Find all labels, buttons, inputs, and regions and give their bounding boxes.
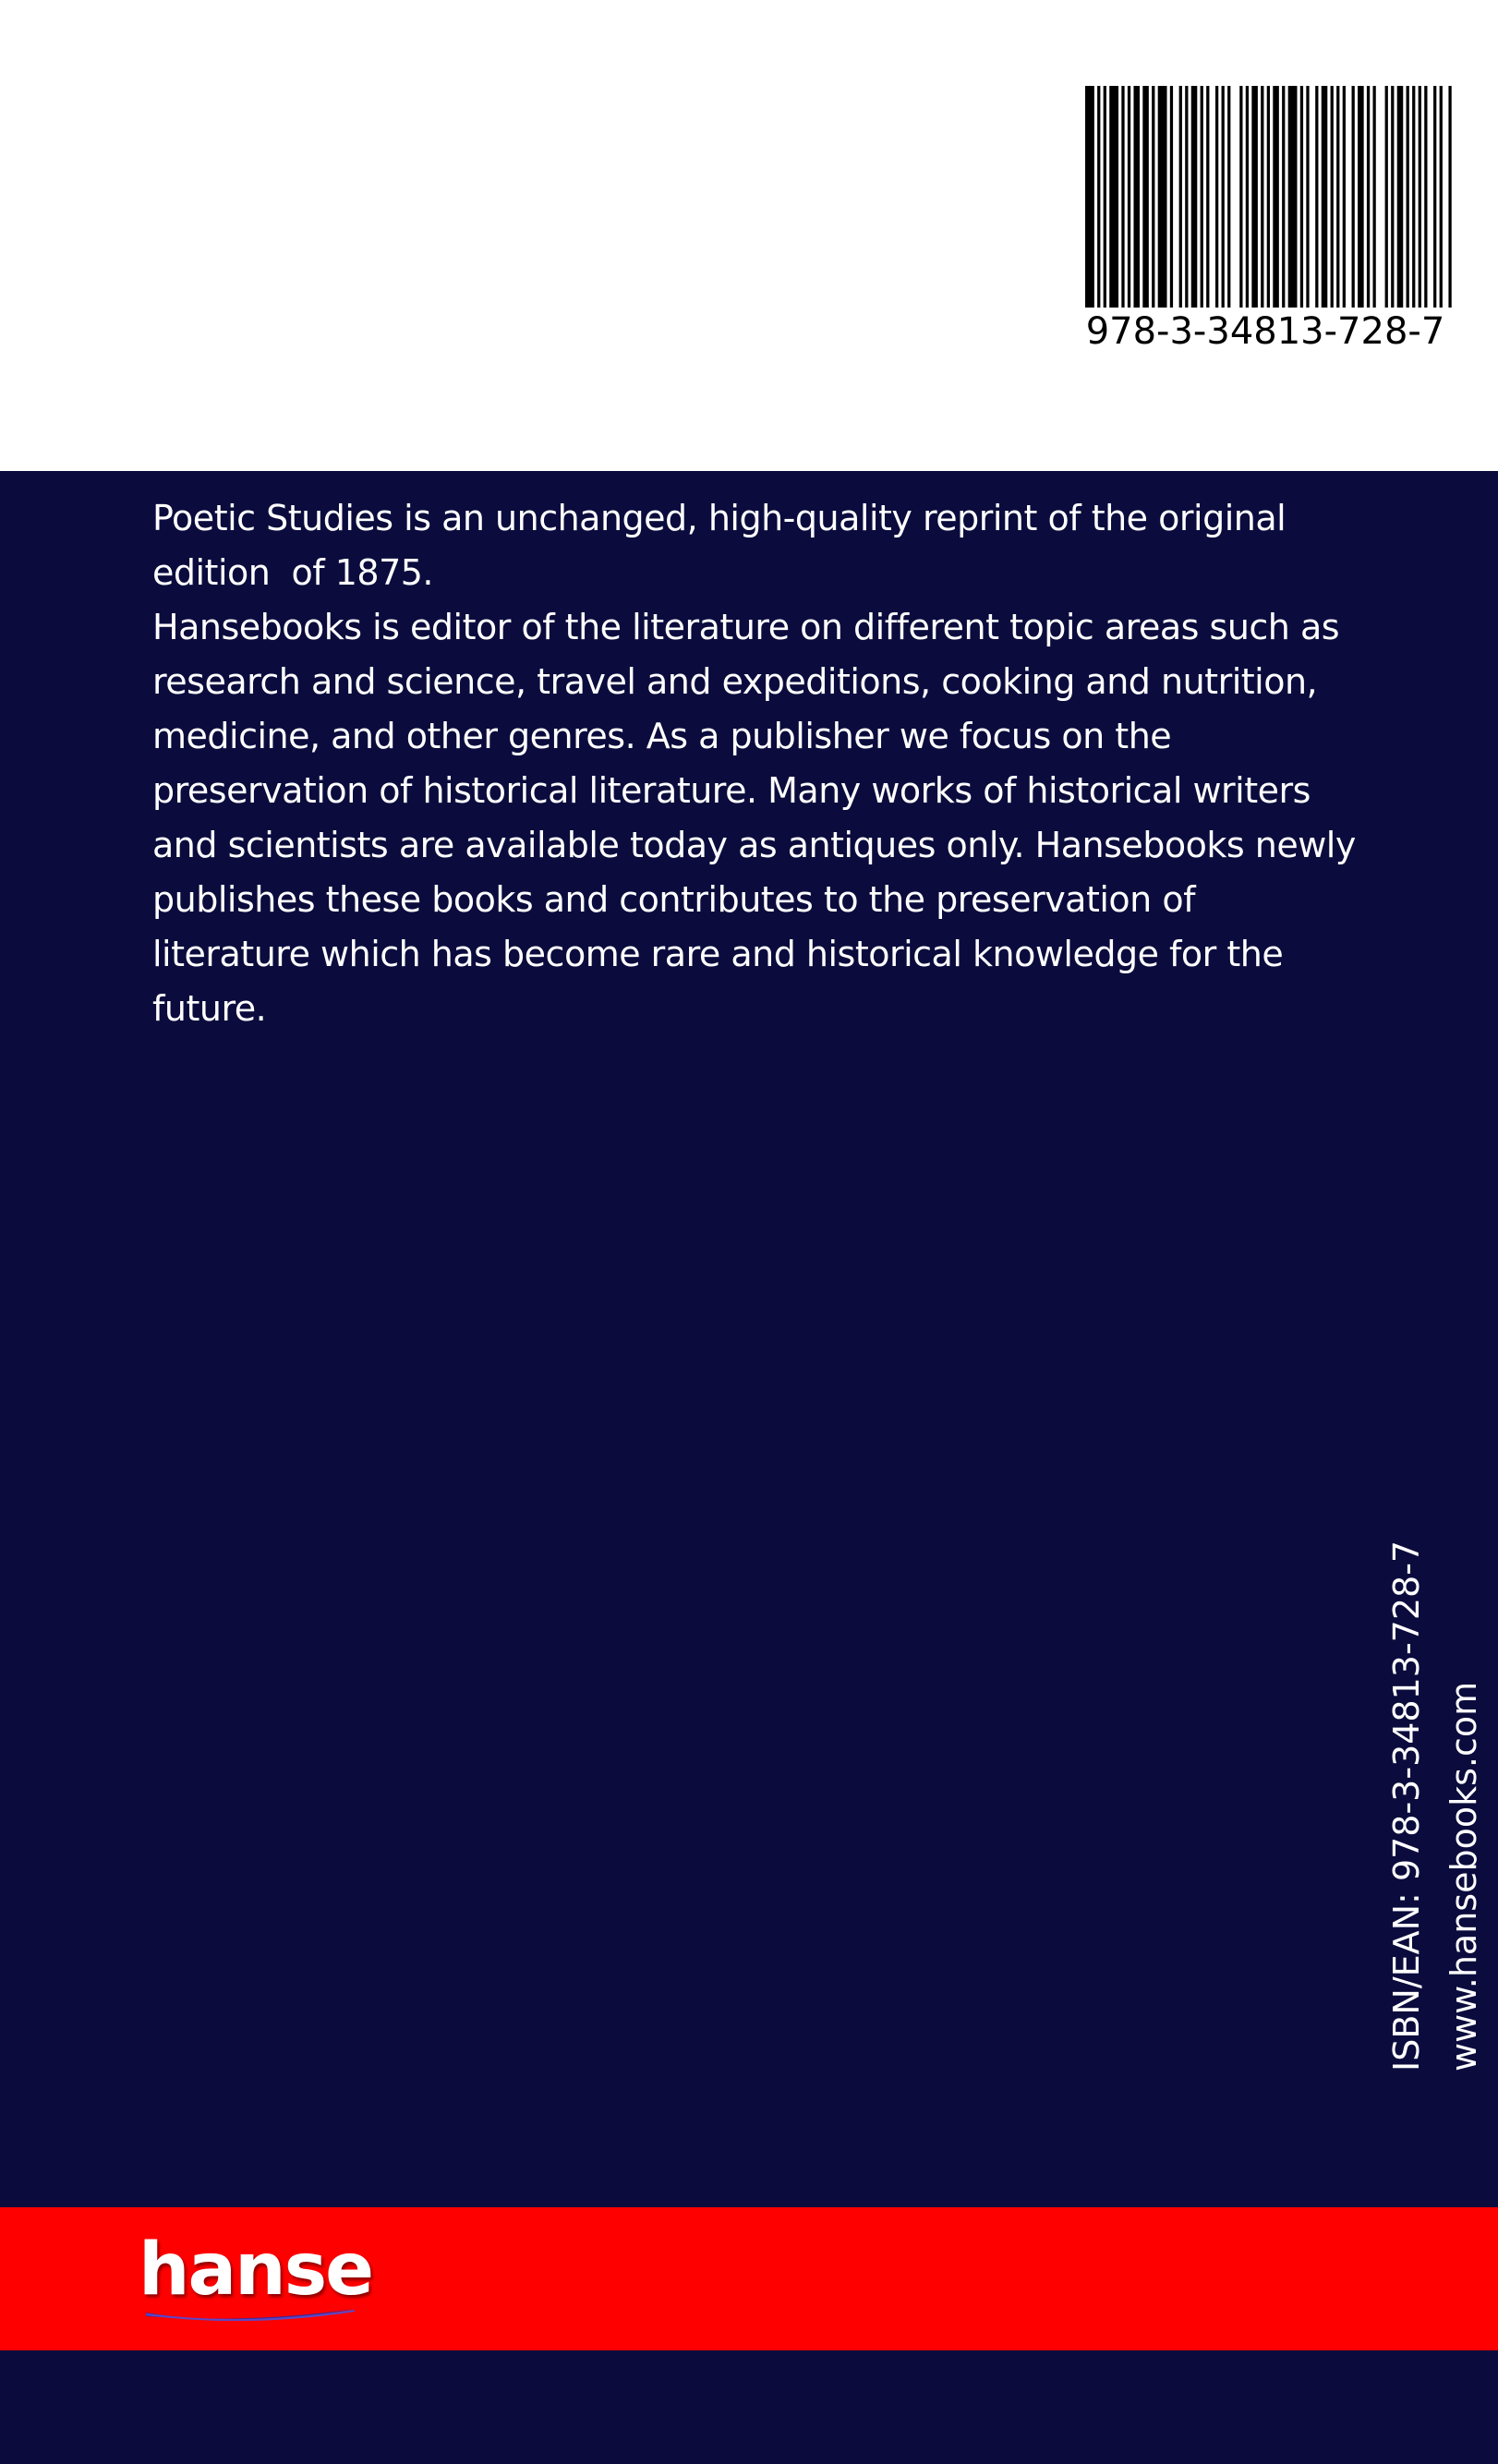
barcode-bar bbox=[1215, 86, 1218, 308]
barcode-bar bbox=[1261, 86, 1263, 308]
hanse-logo-wordmark: hanse bbox=[139, 2228, 373, 2312]
barcode-bar bbox=[1419, 86, 1421, 308]
barcode-bar bbox=[1322, 86, 1328, 308]
barcode-bar bbox=[1300, 86, 1303, 308]
barcode-bar bbox=[1352, 86, 1355, 308]
barcode-bar bbox=[1179, 86, 1182, 308]
barcode-bar bbox=[1397, 86, 1404, 308]
barcode-bar bbox=[1251, 86, 1258, 308]
barcode-bar bbox=[1288, 86, 1298, 308]
barcode-bar bbox=[1273, 86, 1279, 308]
barcode-bar bbox=[1448, 86, 1451, 308]
barcode-bar bbox=[1306, 86, 1309, 308]
website-label: www.hansebooks.com bbox=[1444, 1681, 1484, 2071]
barcode-bar bbox=[1128, 86, 1130, 308]
barcode-bar bbox=[1367, 86, 1370, 308]
barcode-bar bbox=[1239, 86, 1242, 308]
barcode-bar bbox=[1440, 86, 1443, 308]
barcode-bar bbox=[1085, 86, 1094, 308]
barcode-bar bbox=[1246, 86, 1249, 308]
description-paragraph-reprint: Poetic Studies is an unchanged, high-quality reprint of the original edition of 1875. bbox=[152, 498, 1287, 593]
barcode-bar bbox=[1104, 86, 1106, 308]
barcode-bar bbox=[1133, 86, 1140, 308]
barcode-bar bbox=[1412, 86, 1415, 308]
barcode-bar bbox=[1267, 86, 1270, 308]
barcode-bar bbox=[1336, 86, 1339, 308]
barcode-bar bbox=[1222, 86, 1225, 308]
barcode-bar bbox=[1170, 86, 1173, 308]
barcode-bar bbox=[1358, 86, 1364, 308]
barcode-bar bbox=[1424, 86, 1427, 308]
barcode-bar bbox=[1282, 86, 1285, 308]
barcode-bar bbox=[1206, 86, 1209, 308]
barcode-bar bbox=[1191, 86, 1198, 308]
barcode-bar bbox=[1331, 86, 1334, 308]
barcode-bar bbox=[1391, 86, 1394, 308]
barcode bbox=[1085, 86, 1455, 308]
barcode-area bbox=[0, 0, 1498, 471]
barcode-bar bbox=[1407, 86, 1409, 308]
barcode-number: 978-3-34813-728-7 bbox=[1085, 310, 1445, 353]
spine-text bbox=[1378, 1370, 1492, 2071]
swoosh-icon bbox=[144, 2305, 356, 2327]
barcode-bar bbox=[1372, 86, 1375, 308]
barcode-bar bbox=[1185, 86, 1188, 308]
hanse-logo bbox=[139, 2228, 373, 2325]
barcode-bar bbox=[1227, 86, 1230, 308]
barcode-bar bbox=[1152, 86, 1154, 308]
barcode-bar bbox=[1142, 86, 1149, 308]
book-description bbox=[152, 491, 1464, 1036]
isbn-ean-label: ISBN/EAN: 978-3-34813-728-7 bbox=[1386, 1540, 1427, 2071]
barcode-bar bbox=[1201, 86, 1203, 308]
barcode-bar bbox=[1109, 86, 1118, 308]
description-paragraph-publisher: Hansebooks is editor of the literature on different topic areas such as research and science, travel and expeditions, cooking and nutrition, medicine, and other genres. As a publisher we focus on the preservation of historical literature. Many works of historical writers and scientists are available today as antiques only. Hansebooks newly publishes these books and contributes to the preservation of literature which has become rare and historical knowledge for the future. bbox=[152, 607, 1356, 1029]
barcode-bar bbox=[1433, 86, 1436, 308]
barcode-bar bbox=[1158, 86, 1167, 308]
barcode-bar bbox=[1097, 86, 1100, 308]
barcode-bar bbox=[1315, 86, 1318, 308]
barcode-bar bbox=[1121, 86, 1124, 308]
barcode-bar bbox=[1385, 86, 1388, 308]
barcode-bar bbox=[1343, 86, 1346, 308]
